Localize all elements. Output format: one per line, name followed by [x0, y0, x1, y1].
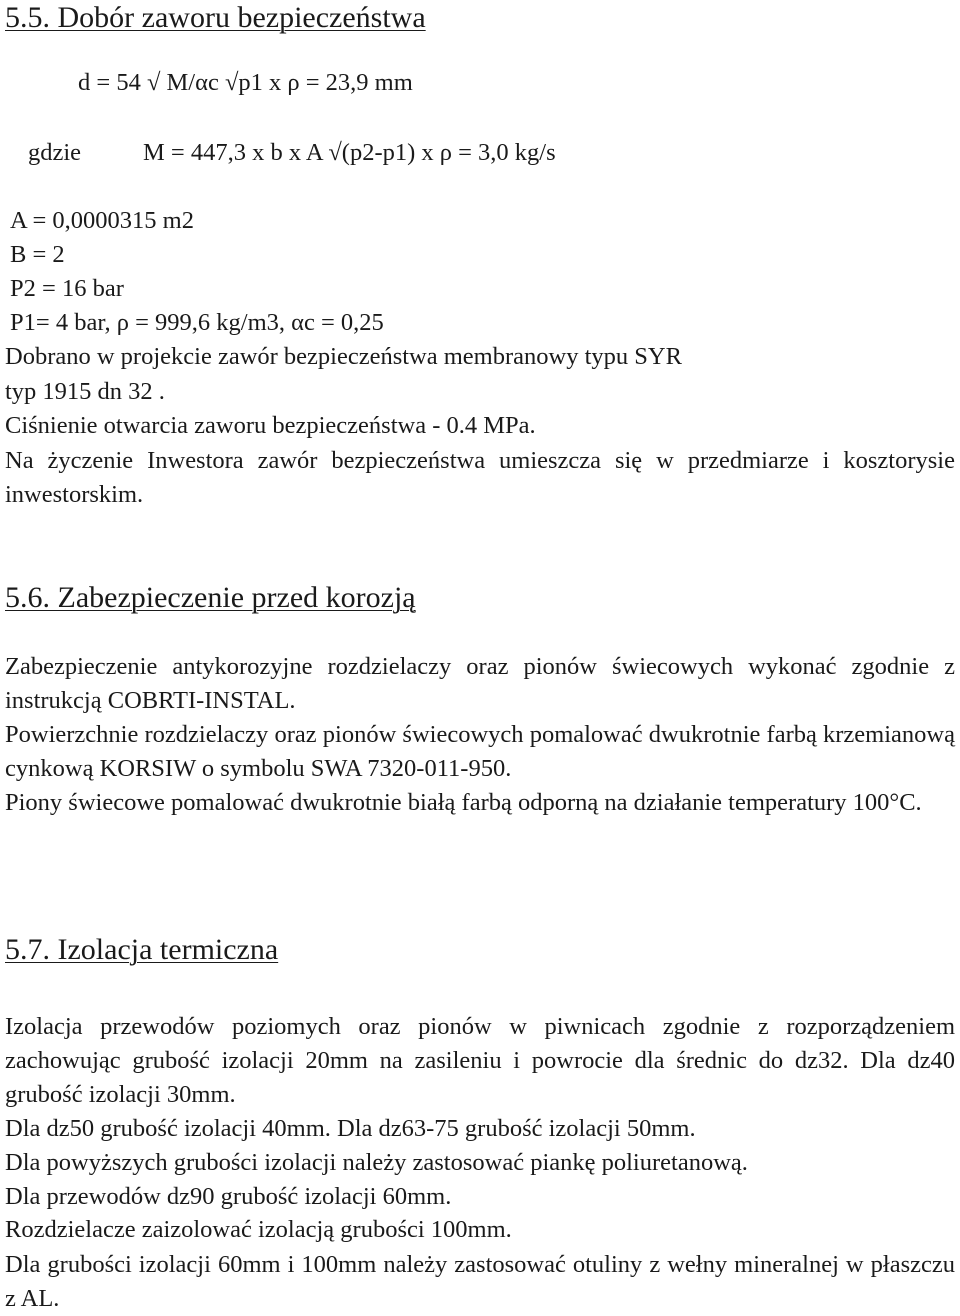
paragraph: Dla powyższych grubości izolacji należy zastosować piankę poliuretanową. — [5, 1149, 748, 1176]
paragraph: Powierzchnie rozdzielaczy oraz pionów świecowych pomalować dwukrotnie farbą krzemianową cynkową KORSIW o symbolu SWA 7320-011-950. — [5, 721, 955, 783]
paragraph: Izolacja przewodów poziomych oraz pionów w piwnicach zgodnie z rozporządzeniem zachowując grubość izolacji 20mm na zasileniu i powrocie dla średnic do dz32. Dla dz40 grubość izolacji 30mm. — [5, 1013, 955, 1109]
param-line: P1= 4 bar, ρ = 999,6 kg/m3, αc = 0,25 — [10, 309, 384, 336]
formula-where-label: gdzie — [28, 139, 82, 166]
paragraph: Zabezpieczenie antykorozyjne rozdzielaczy oraz pionów świecowych wykonać zgodnie z instrukcją COBRTI-INSTAL. — [5, 653, 955, 715]
text-line: Ciśnienie otwarcia zaworu bezpieczeństwa - 0.4 MPa. — [5, 412, 536, 439]
section-heading-5-5: 5.5. Dobór zaworu bezpieczeństwa — [5, 1, 426, 34]
section-heading-5-6: 5.6. Zabezpieczenie przed korozją — [5, 581, 416, 614]
text-line: Dobrano w projekcie zawór bezpieczeństwa membranowy typu SYR — [5, 343, 682, 370]
paragraph: Piony świecowe pomalować dwukrotnie białą farbą odporną na działanie temperatury 100°C. — [5, 789, 922, 816]
section-heading-5-7: 5.7. Izolacja termiczna — [5, 933, 279, 966]
param-line: A = 0,0000315 m2 — [10, 207, 194, 234]
param-line: B = 2 — [10, 241, 65, 268]
text-line: typ 1915 dn 32 . — [5, 378, 165, 405]
paragraph: Dla przewodów dz90 grubość izolacji 60mm. — [5, 1183, 452, 1210]
param-line: P2 = 16 bar — [10, 275, 124, 302]
paragraph: Dla dz50 grubość izolacji 40mm. Dla dz63-75 grubość izolacji 50mm. — [5, 1115, 696, 1142]
paragraph: Na życzenie Inwestora zawór bezpieczeństwa umieszcza się w przedmiarze i kosztorysie inwestorskim. — [5, 447, 955, 509]
formula-mass-flow: M = 447,3 x b x A √(p2-p1) x ρ = 3,0 kg/s — [143, 139, 556, 166]
paragraph: Rozdzielacze zaizolować izolacją grubości 100mm. — [5, 1216, 512, 1243]
paragraph: Dla grubości izolacji 60mm i 100mm należy zastosować otuliny z wełny mineralnej w płaszczu z AL. — [5, 1251, 955, 1313]
formula-diameter: d = 54 √ M/αc √p1 x ρ = 23,9 mm — [78, 69, 413, 96]
